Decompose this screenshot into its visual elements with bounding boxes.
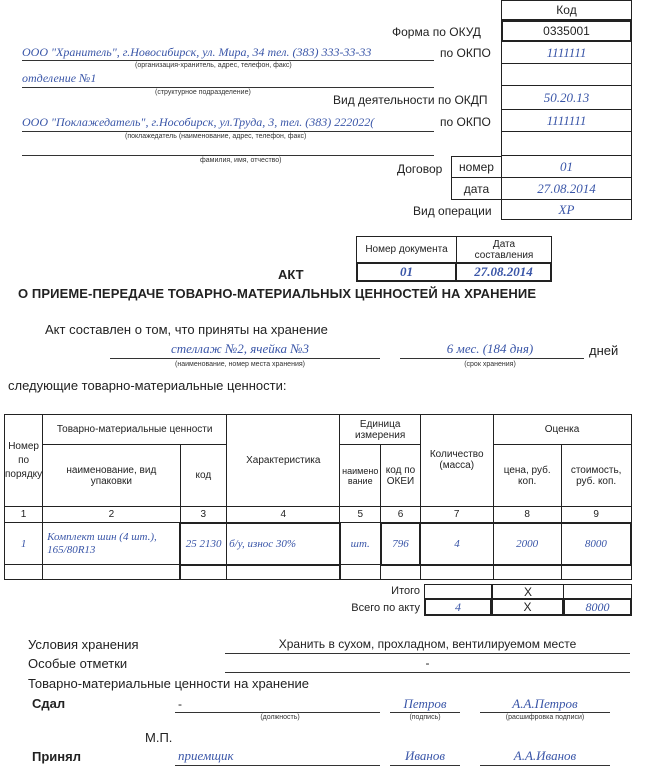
colnum: 4	[227, 507, 340, 523]
keeper-value: ООО "Хранитель", г.Новосибирск, ул. Мира, 34 тел. (383) 333-33-33	[22, 45, 372, 59]
division-caption: (структурное подразделение)	[155, 89, 251, 96]
itogo-box-cost	[563, 584, 632, 599]
conditions-value: Хранить в сухом, прохладном, вентилируемом месте	[278, 637, 577, 651]
empty-code-cell	[501, 64, 632, 86]
okpo-label-1: по ОКПО	[440, 46, 491, 60]
doc-title: О ПРИЕМЕ-ПЕРЕДАЧЕ ТОВАРНО-МАТЕРИАЛЬНЫХ ЦЕННОСТЕЙ НА ХРАНЕНИЕ	[18, 286, 537, 301]
colnum: 1	[5, 507, 43, 523]
gave-position: -	[178, 697, 182, 711]
row-okei: 796	[381, 523, 421, 565]
itogo-box-qty	[424, 584, 492, 599]
th-name: наименование, вид упаковки	[43, 445, 180, 507]
operation-value: ХР	[558, 202, 575, 217]
th-char: Характеристика	[227, 415, 340, 507]
storage-term: 6 мес. (184 дня)	[446, 341, 534, 356]
row-num: 1	[5, 523, 43, 565]
total-qty: 4	[424, 598, 492, 616]
itogo-x: X	[492, 584, 564, 599]
colnum: 2	[43, 507, 180, 523]
th-num: Номер по порядку	[5, 415, 43, 507]
okud-label: Форма по ОКУД	[392, 25, 481, 39]
kod-header: Код	[501, 0, 632, 20]
doc-date-header: Дата составления	[456, 236, 552, 263]
contract-number-value: 01	[501, 156, 632, 178]
colnum: 6	[381, 507, 421, 523]
row-code: 25 2130	[180, 523, 227, 565]
th-cost: стоимость, руб. коп.	[561, 445, 631, 507]
gave-name: А.А.Петров	[512, 696, 578, 711]
storage-term-caption: (срок хранения)	[464, 361, 516, 368]
row-price: 2000	[493, 523, 561, 565]
table-row	[5, 523, 632, 565]
contract-number-label: номер	[451, 156, 501, 178]
th-tmc: Товарно-материальные ценности	[43, 415, 227, 445]
contract-date-label: дата	[451, 178, 501, 200]
colnum: 5	[340, 507, 381, 523]
okpo-value-2: 1111111	[501, 110, 632, 132]
total-cost: 8000	[563, 598, 632, 616]
total-x: X	[491, 598, 564, 616]
total-label: Всего по акту	[351, 602, 420, 614]
doc-date-value: 27.08.2014	[455, 262, 552, 282]
days-word: дней	[589, 343, 619, 358]
name-caption: (расшифровка подписи)	[505, 714, 585, 721]
notes-value: -	[425, 656, 430, 670]
row-qty: 4	[420, 523, 493, 565]
operation-label: Вид операции	[413, 204, 492, 218]
row-unit: шт.	[340, 523, 381, 565]
okpo-label-2: по ОКПО	[440, 115, 491, 129]
received-position: приемщик	[178, 748, 234, 763]
empty-code-cell-2	[501, 132, 632, 156]
depositor-value: ООО "Поклажедатель", г.Нособирск, ул.Труда, 3, тел. (383) 222022(	[22, 115, 375, 129]
th-qty: Количество (масса)	[420, 415, 493, 507]
th-okei: код по ОКЕИ	[381, 445, 421, 507]
items-table	[4, 414, 632, 580]
row-cost: 8000	[561, 523, 631, 565]
storage-place-caption: (наименование, номер места хранения)	[175, 361, 305, 368]
received-label: Принял	[32, 749, 81, 764]
row-char: б/у, износ 30%	[227, 523, 340, 565]
person-caption: фамилия, имя, отчество)	[200, 157, 282, 164]
signature-caption: (подпись)	[409, 714, 441, 721]
contract-label: Договор	[397, 162, 443, 176]
conditions-label: Условия хранения	[28, 637, 139, 652]
colnum: 8	[493, 507, 561, 523]
th-unit-name: наименование	[340, 445, 381, 507]
okdp-label: Вид деятельности по ОКДП	[333, 93, 488, 107]
notes-label: Особые отметки	[28, 656, 128, 671]
received-signature: Иванов	[404, 748, 446, 763]
th-unit: Единица измерения	[340, 415, 420, 445]
colnum: 9	[561, 507, 631, 523]
gave-label: Сдал	[32, 696, 66, 711]
th-price: цена, руб. коп.	[493, 445, 561, 507]
column-numbers-row	[5, 507, 632, 523]
okdp-value: 50.20.13	[501, 86, 632, 110]
doc-number-value: 01	[356, 262, 457, 282]
storage-place: стеллаж №2, ячейка №3	[171, 341, 309, 356]
colnum: 3	[180, 507, 227, 523]
division-value: отделение №1	[22, 71, 97, 85]
row-name: Комплект шин (4 шт.), 165/80R13	[43, 523, 180, 565]
colnum: 7	[420, 507, 493, 523]
intro-text: Акт составлен о том, что приняты на хранение	[45, 322, 328, 337]
act-word: АКТ	[278, 267, 304, 282]
th-eval: Оценка	[493, 415, 631, 445]
following-text: следующие товарно-материальные ценности:	[8, 378, 287, 393]
gave-signature: Петров	[403, 696, 447, 711]
stamp-mp: М.П.	[145, 730, 173, 745]
th-code: код	[180, 445, 227, 507]
okpo-value-1: 1111111	[501, 42, 632, 64]
itogo-label: Итого	[391, 585, 420, 597]
depositor-caption: (поклажедатель (наименование, адрес, телефон, факс)	[125, 133, 307, 140]
received-name: А.А.Иванов	[513, 748, 577, 763]
table-row-empty	[5, 565, 632, 580]
tmc-label: Товарно-материальные ценности на хранение	[28, 676, 309, 691]
doc-number-header: Номер документа	[356, 236, 457, 263]
keeper-caption: (организация-хранитель, адрес, телефон, факс)	[135, 62, 292, 69]
okud-value: 0335001	[501, 20, 632, 42]
contract-date-value: 27.08.2014	[501, 178, 632, 200]
position-caption: (должность)	[260, 714, 300, 721]
